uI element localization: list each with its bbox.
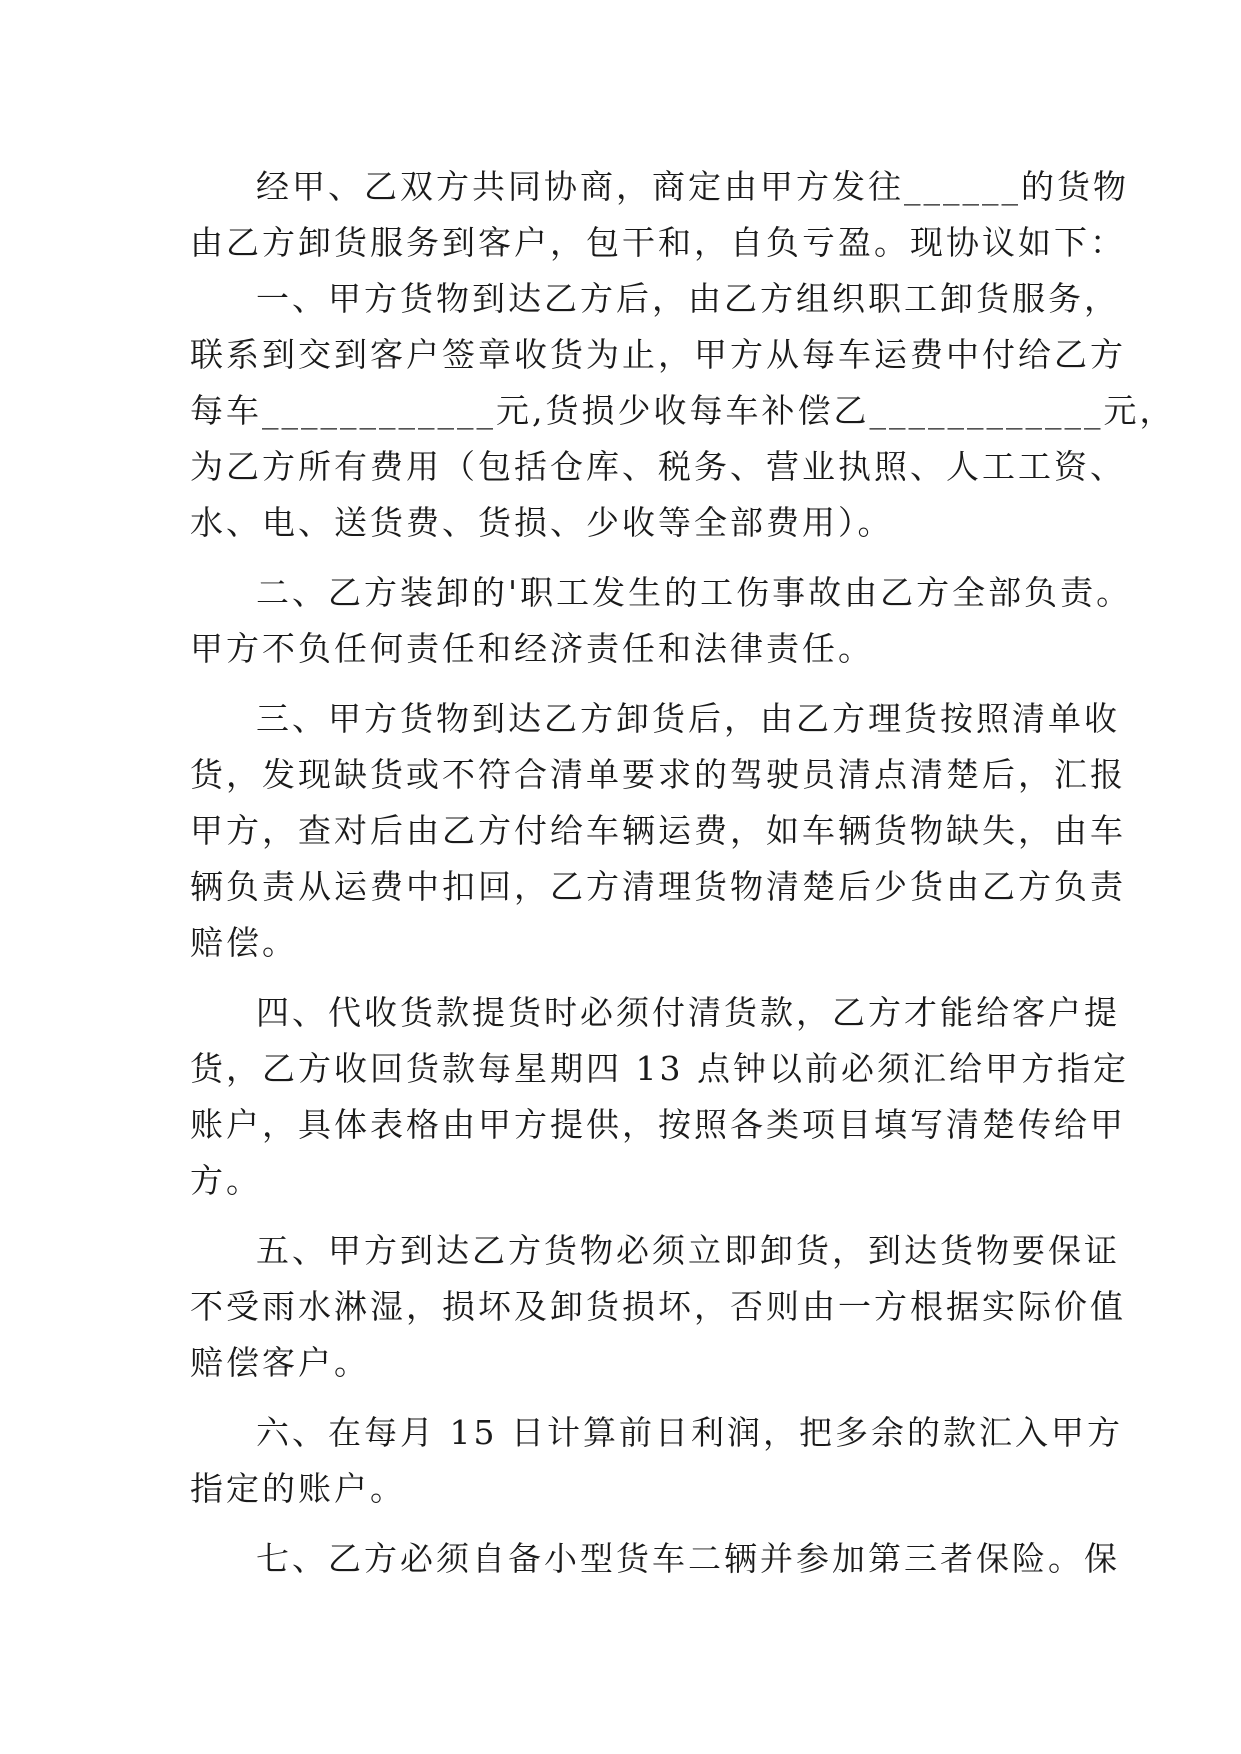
clause-2-line-1: 二、乙方装卸的'职工发生的工伤事故由乙方全部负责。 [256,573,1133,612]
clause-4-line-1: 四、代收货款提货时必须付清货款，乙方才能给客户提 [256,993,1120,1032]
clause-6-line-1: 六、在每月 15 日计算前日利润，把多余的款汇入甲方 [256,1413,1123,1452]
clause-1-line-4: 为乙方所有费用（包括仓库、税务、营业执照、人工工资、 [190,447,1126,486]
clause-1-line-2: 联系到交到客户签章收货为止，甲方从每车运费中付给乙方 [190,335,1126,374]
clause-3-line-5: 赔偿。 [190,923,298,962]
clause-4-line-4: 方。 [190,1161,262,1200]
paragraph-intro-line-2: 由乙方卸货服务到客户，包干和，自负亏盈。现协议如下： [190,223,1126,262]
clause-7-line-1: 七、乙方必须自备小型货车二辆并参加第三者保险。保 [256,1539,1120,1578]
clause-6-line-2: 指定的账户。 [190,1469,406,1508]
clause-5-line-2: 不受雨水淋湿，损坏及卸货损坏，否则由一方根据实际价值 [190,1287,1126,1326]
clause-3-line-2: 货，发现缺货或不符合清单要求的驾驶员清点清楚后，汇报 [190,755,1126,794]
clause-3-line-4: 辆负责从运费中扣回，乙方清理货物清楚后少货由乙方负责 [190,867,1126,906]
clause-4-line-2: 货，乙方收回货款每星期四 13 点钟以前必须汇给甲方指定 [190,1049,1129,1088]
clause-3-line-1: 三、甲方货物到达乙方卸货后，由乙方理货按照清单收 [256,699,1120,738]
clause-5-line-1: 五、甲方到达乙方货物必须立即卸货，到达货物要保证 [256,1231,1120,1270]
clause-2-line-2: 甲方不负任何责任和经济责任和法律责任。 [190,629,874,668]
clause-4-line-3: 账户，具体表格由甲方提供，按照各类项目填写清楚传给甲 [190,1105,1126,1144]
clause-3-line-3: 甲方，查对后由乙方付给车辆运费，如车辆货物缺失，由车 [190,811,1126,850]
clause-5-line-3: 赔偿客户。 [190,1343,370,1382]
clause-1-line-3: 每车____________元,货损少收每车补偿乙____________元， [190,391,1176,430]
clause-1-line-1: 一、甲方货物到达乙方后，由乙方组织职工卸货服务， [256,279,1120,318]
clause-1-line-5: 水、电、送货费、货损、少收等全部费用）。 [190,503,894,542]
paragraph-intro-line-1: 经甲、乙双方共同协商，商定由甲方发往______的货物 [256,167,1129,206]
